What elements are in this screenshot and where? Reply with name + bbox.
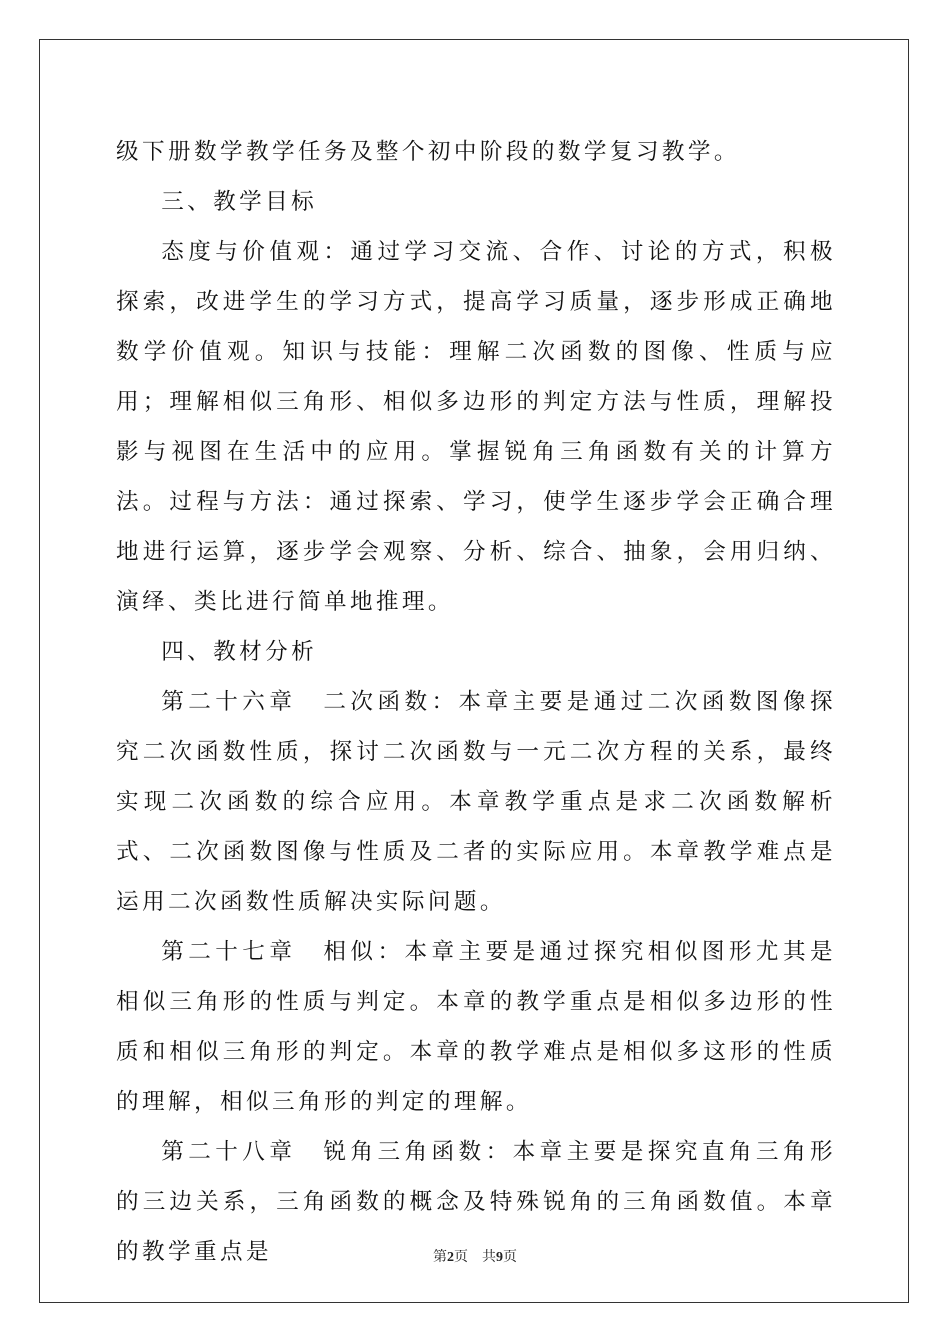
footer-page-total: 9 [496, 1250, 503, 1265]
paragraph-goals: 态度与价值观：通过学习交流、合作、讨论的方式，积极探索，改进学生的学习方式，提高学习质量，逐步形成正确地数学价值观。知识与技能：理解二次函数的图像、性质与应用；理解相似三角形、相似多边形的判定方法与性质，理解投影与视图在生活中的应用。掌握锐角三角函数有关的计算方法。过程与方法：通过探索、学习，使学生逐步学会正确合理地进行运算，逐步学会观察、分析、综合、抽象，会用归纳、演绎、类比进行简单地推理。 [116, 239, 836, 615]
footer-page-current: 2 [447, 1250, 454, 1265]
page-footer [0, 1248, 950, 1267]
footer-total-suffix: 页 [503, 1249, 517, 1265]
document-body [116, 127, 836, 1277]
paragraph-continuation: 级下册数学教学任务及整个初中阶段的数学复习教学。 [116, 139, 740, 165]
paragraph-chapter-28: 第二十八章 锐角三角函数：本章主要是探究直角三角形的三边关系，三角函数的概念及特殊锐角的三角函数值。本章的教学重点是 [116, 1139, 836, 1265]
footer-total-prefix: 共 [482, 1249, 496, 1265]
footer-page-suffix: 页 [454, 1249, 468, 1265]
section-heading-teaching-goals: 三、教学目标 [161, 189, 318, 215]
section-heading-textbook-analysis: 四、教材分析 [161, 639, 318, 665]
paragraph-chapter-27: 第二十七章 相似：本章主要是通过探究相似图形尤其是相似三角形的性质与判定。本章的教学重点是相似多边形的性质和相似三角形的判定。本章的教学难点是相似多这形的性质的理解，相似三角形的判定的理解。 [116, 939, 836, 1115]
paragraph-chapter-26: 第二十六章 二次函数：本章主要是通过二次函数图像探究二次函数性质，探讨二次函数与一元二次方程的关系，最终实现二次函数的综合应用。本章教学重点是求二次函数解析式、二次函数图像与性质及二者的实际应用。本章教学难点是运用二次函数性质解决实际问题。 [116, 689, 836, 915]
footer-page-prefix: 第 [433, 1249, 447, 1265]
